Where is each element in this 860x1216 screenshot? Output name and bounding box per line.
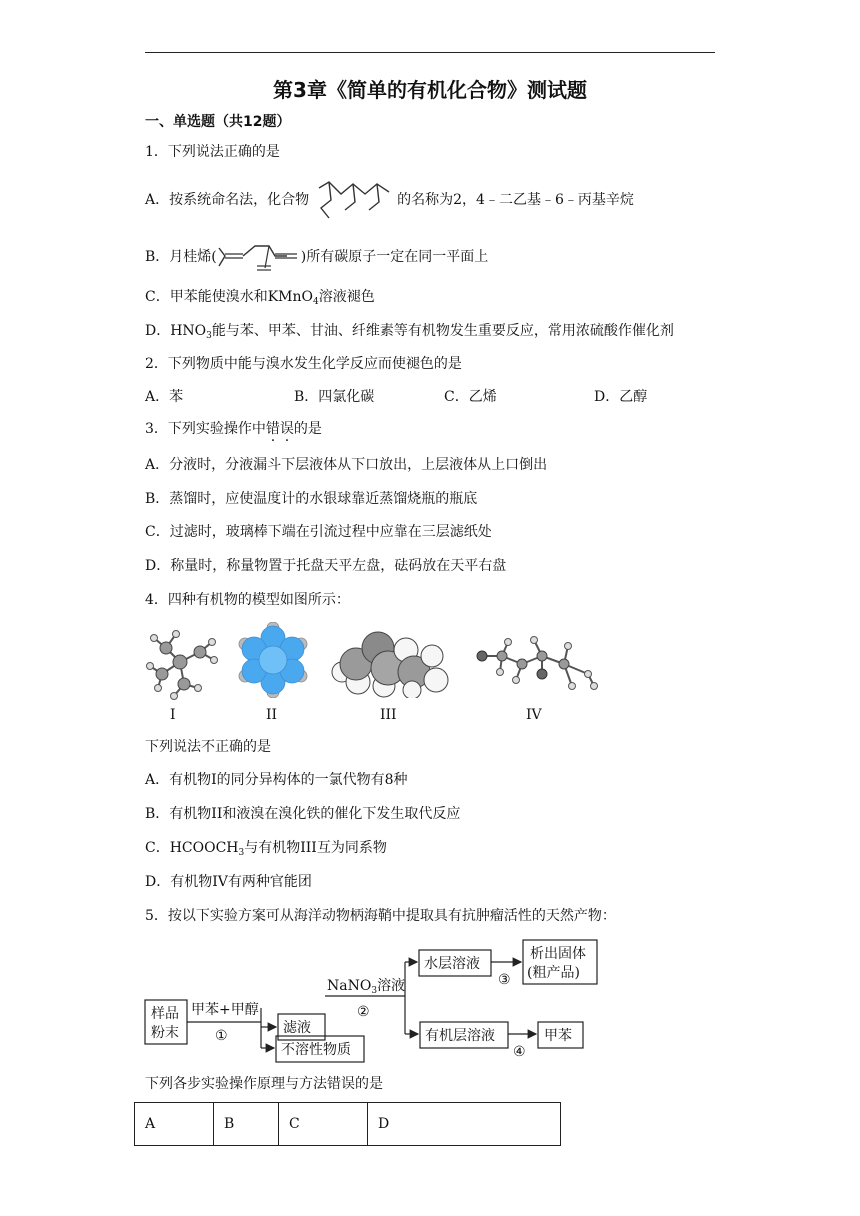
insoluble-label: 不溶性物质 xyxy=(281,1042,351,1058)
step-2-label: ② xyxy=(357,1004,370,1020)
q2-option-a: A．苯 xyxy=(145,389,184,405)
reagent-2-label: NaNO xyxy=(327,978,372,994)
section-heading: 一、单选题（共12题） xyxy=(145,114,291,130)
reagent-1-label: 甲苯+甲醇 xyxy=(191,1002,259,1018)
sample-label-2: 粉末 xyxy=(151,1025,179,1041)
q3-option-b: B．蒸馏时，应使温度计的水银球靠近蒸馏烧瓶的瓶底 xyxy=(145,491,478,507)
step-1-label: ① xyxy=(215,1028,228,1044)
table-cell-c: C xyxy=(279,1103,368,1146)
molecule-model-i-image xyxy=(140,626,220,704)
q4-option-d: D．有机物IV有两种官能团 xyxy=(145,874,312,890)
q4-stem-2: 下列说法不正确的是 xyxy=(145,739,271,755)
q2-option-c: C．乙烯 xyxy=(444,389,497,405)
aqueous-label: 水层溶液 xyxy=(424,956,480,972)
step-4-label: ④ xyxy=(513,1044,526,1060)
molecule-model-ii-image xyxy=(236,622,310,698)
q1-stem: 1．下列说法正确的是 xyxy=(145,144,280,160)
q4-stem: 4．四种有机物的模型如图所示： xyxy=(145,592,350,608)
molecule-model-iii-image xyxy=(328,624,452,698)
molecule-model-iv-image xyxy=(472,630,600,700)
q4-option-c: C．$HCOOCH_3$与有机物III互为同系物 xyxy=(145,840,387,858)
table-cell-b: B xyxy=(214,1103,279,1146)
q4-option-b: B．有机物II和液溴在溴化铁的催化下发生取代反应 xyxy=(145,806,461,822)
myrcene-structure-image xyxy=(217,240,301,274)
q1-option-a: A．按系统命名法，化合物 的名称为2，4﹣二乙基﹣6﹣丙基辛烷 xyxy=(145,178,634,222)
q1-option-b: B．月桂烯( )所有碳原子一定在同一平面上 xyxy=(145,240,488,274)
q3-option-c: C．过滤时，玻璃棒下端在引流过程中应靠在三层滤纸处 xyxy=(145,524,492,540)
q3-stem: 3．下列实验操作中错误的是 xyxy=(145,421,322,437)
q5-stem: 5．按以下实验方案可从海洋动物柄海鞘中提取具有抗肿瘤活性的天然产物： xyxy=(145,908,616,924)
table-cell-a: A xyxy=(135,1103,214,1146)
emphasis-dot-text: 误 xyxy=(279,421,294,437)
model-label-iii: III xyxy=(380,707,397,723)
q1-option-d: D．$HNO_3$能与苯、甲苯、甘油、纤维素等有机物发生重要反应，常用浓硫酸作催化剂 xyxy=(145,323,674,341)
sample-label-1: 样品 xyxy=(151,1006,179,1022)
solid-label-2: (粗产品) xyxy=(527,965,580,981)
page-title: 第3章《简单的有机化合物》测试题 xyxy=(273,78,587,102)
q1-option-c: C．甲苯能使溴水和KMnO$_4$溶液褪色 xyxy=(145,289,375,307)
model-label-i: I xyxy=(170,707,176,723)
extraction-flowchart xyxy=(135,938,610,1063)
q3-option-d: D．称量时，称量物置于托盘天平左盘，砝码放在天平右盘 xyxy=(145,558,507,574)
q3-option-a: A．分液时，分液漏斗下层液体从下口放出，上层液体从上口倒出 xyxy=(145,457,548,473)
emphasis-dot-text: 错 xyxy=(265,421,280,437)
toluene-label: 甲苯 xyxy=(544,1028,572,1044)
solid-label-1: 析出固体 xyxy=(530,946,586,962)
q5-stem-2: 下列各步实验操作原理与方法错误的是 xyxy=(145,1076,383,1092)
model-label-ii: II xyxy=(266,707,278,723)
table-row xyxy=(135,1103,561,1146)
organic-label: 有机层溶液 xyxy=(425,1028,495,1044)
model-label-iv: IV xyxy=(526,707,542,723)
q4-option-a: A．有机物I的同分异构体的一氯代物有8种 xyxy=(145,772,408,788)
svg-text:NaNO3溶液: NaNO$_3$溶液 xyxy=(327,978,406,996)
q2-stem: 2．下列物质中能与溴水发生化学反应而使褪色的是 xyxy=(145,356,462,372)
filtrate-label: 滤液 xyxy=(283,1020,311,1036)
top-rule xyxy=(145,52,715,53)
q2-option-b: B．四氯化碳 xyxy=(294,389,375,405)
answer-table xyxy=(134,1102,561,1146)
table-cell-d: D xyxy=(368,1103,561,1146)
skeletal-formula-image xyxy=(309,178,397,222)
step-3-label: ③ xyxy=(498,972,511,988)
q2-option-d: D．乙醇 xyxy=(594,389,648,405)
